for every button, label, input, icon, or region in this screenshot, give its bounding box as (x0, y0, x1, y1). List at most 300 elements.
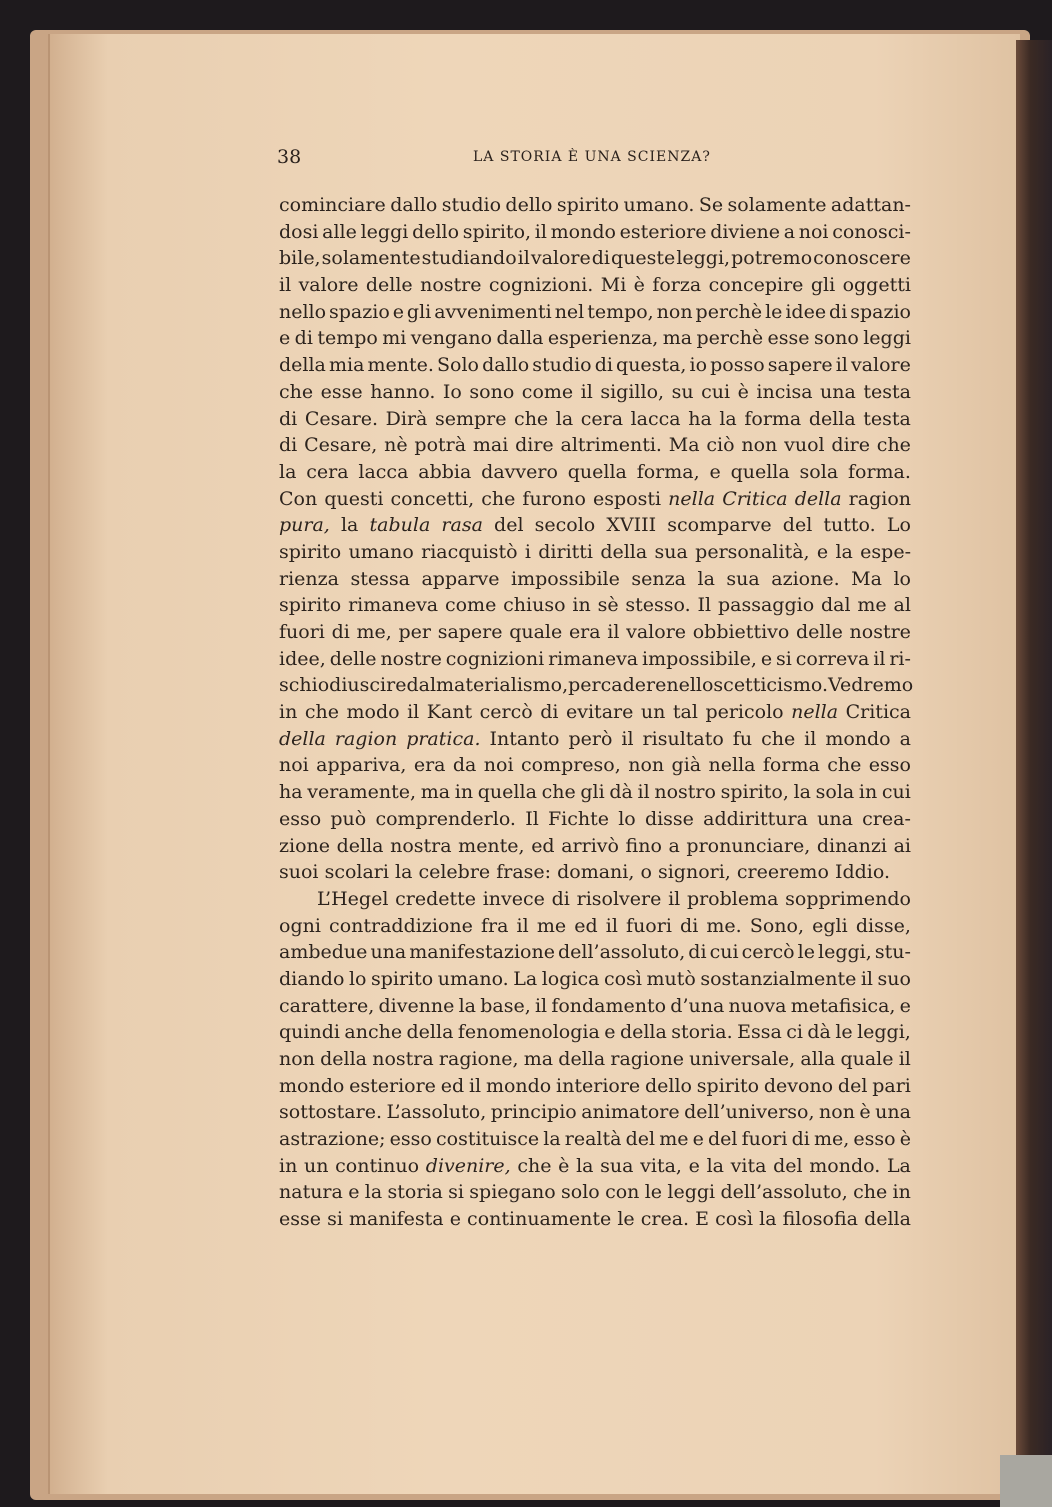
word: valore (530, 247, 591, 270)
word: nella (708, 754, 756, 777)
word: compreso, (520, 754, 621, 777)
word: della (864, 1208, 911, 1231)
word: della (406, 1021, 454, 1044)
word: principio (490, 1101, 577, 1124)
word: una (817, 807, 853, 830)
word: su (671, 380, 694, 403)
word: umano. (437, 967, 509, 990)
word: Il (525, 807, 539, 830)
word: pura, (279, 514, 330, 537)
word: di (551, 887, 570, 910)
word: in (279, 1154, 298, 1177)
word: La (886, 1154, 911, 1177)
word: la (697, 567, 715, 590)
word: esse (767, 327, 810, 350)
word: cui (881, 781, 911, 804)
word: le (835, 1021, 853, 1044)
word: riacquistò (421, 540, 518, 563)
word: studio (441, 194, 502, 216)
word: suoi (279, 861, 319, 884)
word: il (534, 220, 547, 243)
word: quale (509, 621, 563, 643)
word: Critica (722, 487, 788, 510)
text-line (279, 939, 911, 966)
word: divenne (378, 994, 455, 1017)
word: ha (688, 407, 712, 430)
word: quella (730, 460, 790, 483)
word: passaggio (717, 594, 815, 617)
running-title: LA STORIA È UNA SCIENZA? (473, 149, 711, 165)
word: conoscere (813, 247, 911, 270)
word: nuova (728, 994, 787, 1017)
word: tempo, (587, 300, 654, 323)
word: queste (611, 247, 676, 270)
word: E (695, 1208, 710, 1231)
word: astrazione; (279, 1128, 386, 1151)
word: spirito (696, 1074, 760, 1097)
word: egli (812, 914, 848, 937)
word: ha (279, 781, 303, 804)
word: che (304, 701, 339, 724)
word: creeremo (736, 861, 829, 884)
word: il (516, 914, 529, 937)
word: pratica. (406, 727, 481, 750)
word: a (668, 834, 680, 857)
word: L’Hegel (317, 887, 389, 910)
word: modo (346, 701, 400, 724)
text-line (279, 1179, 911, 1206)
word: fino (625, 834, 662, 857)
word: già (671, 754, 702, 777)
word: il (517, 247, 530, 270)
word: per (398, 621, 431, 643)
word: non (741, 434, 778, 457)
word: questa, (616, 354, 687, 377)
word: ri- (889, 647, 911, 670)
word: mondo (825, 727, 891, 750)
word: credette (395, 887, 477, 910)
text-line (279, 779, 911, 806)
word: uscire (347, 674, 407, 697)
word: costituisce (435, 1128, 540, 1151)
word: del (782, 514, 813, 537)
word: ed (440, 1074, 465, 1097)
page-number: 38 (277, 146, 302, 168)
word: testa (863, 380, 911, 403)
word: rienza (279, 567, 339, 590)
word: testa (863, 407, 911, 430)
word: il (637, 781, 650, 804)
word: me, (813, 1128, 850, 1151)
word: spirito (556, 194, 620, 216)
word: crea- (862, 807, 911, 830)
word: azione. (771, 567, 840, 590)
word: le (797, 941, 815, 964)
word: invece (482, 887, 545, 910)
word: mondo (485, 1074, 552, 1097)
text-line (279, 299, 911, 326)
word: me (659, 1128, 689, 1151)
word: e (392, 300, 404, 323)
word: cognizioni. (488, 274, 594, 297)
word: in (572, 594, 591, 617)
text-line (279, 272, 911, 299)
word: Il (697, 594, 712, 617)
word: nel (554, 300, 585, 323)
word: idee (785, 300, 827, 323)
word: pronunciare, (686, 834, 811, 857)
word: La (513, 967, 538, 990)
word: i (524, 540, 531, 563)
word: quella (567, 460, 627, 483)
word: e (348, 1181, 360, 1204)
word: celebre (418, 861, 491, 884)
word: sapere (767, 354, 833, 377)
word: però (568, 727, 613, 750)
word: Io (442, 380, 462, 403)
word: fuori (279, 621, 325, 643)
word: per (568, 674, 601, 697)
word: risultato (642, 727, 724, 750)
word: in (454, 781, 474, 804)
word: fondamento (551, 994, 667, 1017)
word: di (331, 621, 350, 643)
word: la (364, 1181, 383, 1204)
word: base, (480, 994, 531, 1017)
word: pericolo (705, 701, 784, 724)
word: forma (744, 407, 802, 430)
word: ragion (334, 727, 398, 750)
word: carattere, (279, 994, 375, 1017)
text-line (279, 406, 911, 433)
word: domani, (557, 861, 635, 884)
word: la (340, 514, 359, 537)
word: esteriore (619, 220, 707, 243)
word: la (793, 781, 811, 804)
word: ragione (610, 1048, 684, 1070)
word: mondo (279, 1074, 345, 1097)
word: in (279, 701, 298, 724)
word: della (279, 727, 326, 750)
word: sè (597, 594, 619, 617)
word: il (668, 887, 681, 910)
page-header (277, 146, 717, 172)
text-line (279, 699, 911, 726)
text-line (279, 619, 911, 646)
word: Cesare, (304, 434, 378, 457)
word: è (558, 1154, 570, 1177)
word: vita (730, 1154, 767, 1177)
word: Essa (737, 1021, 782, 1044)
text-line (279, 539, 911, 566)
word: cominciare (279, 194, 386, 216)
word: spiegano (469, 1181, 556, 1204)
word: una (820, 380, 856, 403)
word: si (327, 1208, 343, 1231)
word: mi (382, 327, 407, 350)
word: rimaneva (348, 594, 439, 617)
word: il (804, 727, 817, 750)
word: fenomenologia (457, 1021, 600, 1044)
word: della (619, 1021, 667, 1044)
text-line (279, 726, 911, 753)
word: nostra (390, 834, 452, 857)
word: dà (609, 781, 633, 804)
word: nella (791, 701, 839, 724)
word: e (709, 460, 721, 483)
word: esso (853, 1128, 896, 1151)
word: scetticismo. (713, 674, 829, 697)
text-line (279, 672, 914, 699)
word: la (576, 1154, 594, 1177)
word: sostanzialmente (700, 967, 857, 990)
word: senza (631, 567, 686, 590)
word: ragion (848, 487, 911, 510)
word: il (534, 994, 548, 1017)
word: mai (472, 434, 509, 457)
word: sempre (434, 407, 507, 430)
word: secolo (534, 514, 596, 537)
word: XVIII (606, 514, 657, 537)
word: così (604, 967, 642, 990)
word: nostra (372, 1048, 434, 1070)
word: interiore (556, 1074, 641, 1097)
word: posso (710, 354, 765, 377)
word: di (829, 300, 848, 323)
word: manifestazione (409, 941, 555, 964)
word: come (444, 594, 497, 617)
word: me (536, 914, 567, 937)
word: metafisica, (790, 994, 896, 1017)
word: nè (384, 434, 408, 457)
word: rasa (441, 514, 483, 537)
word: si (776, 647, 792, 670)
word: del (837, 1074, 868, 1097)
word: ed (531, 834, 555, 857)
text-line (279, 1073, 911, 1100)
word: della (558, 1048, 606, 1070)
word: veramente, (307, 781, 417, 804)
word: delle (365, 274, 413, 297)
word: fu (732, 727, 753, 750)
word: di (540, 701, 559, 724)
word: io (689, 354, 708, 377)
word: me. (706, 914, 742, 937)
word: o (640, 861, 652, 884)
word: e (692, 1128, 704, 1151)
word: nella (668, 487, 716, 510)
word: lo (618, 807, 636, 830)
word: universale, (689, 1048, 796, 1070)
word: tempo (317, 327, 378, 350)
word: anche (344, 1021, 403, 1044)
word: Ma (851, 567, 882, 590)
word: il (621, 727, 634, 750)
word: sola (799, 460, 839, 483)
word: solamente (727, 194, 827, 216)
word: davvero (481, 460, 558, 483)
word: delle (796, 621, 843, 643)
word: appariva, (316, 754, 407, 777)
word: e (760, 647, 773, 670)
word: noi (279, 754, 309, 777)
word: il (607, 621, 620, 643)
word: dal (406, 674, 437, 697)
word: il (835, 354, 848, 377)
word: esso (389, 1128, 432, 1151)
text-line (279, 646, 911, 673)
word: ma (420, 781, 451, 804)
word: lo (893, 567, 911, 590)
word: idee, (279, 647, 326, 670)
word: la (759, 1208, 777, 1231)
word: nello (279, 300, 327, 323)
word: forma (762, 754, 820, 777)
text-line (279, 566, 911, 593)
word: quindi (279, 1021, 340, 1044)
word: ambedue (279, 941, 368, 964)
word: scolari (324, 861, 389, 884)
word: cera (580, 407, 624, 430)
word: solamente (321, 247, 421, 270)
word: di (594, 354, 613, 377)
word: esse (279, 1208, 321, 1231)
word: esse (320, 380, 363, 403)
word: spazio (329, 300, 390, 323)
word: Con (279, 487, 318, 510)
word: noi (798, 220, 829, 243)
word: mondo. (809, 1154, 881, 1177)
text-line (279, 512, 911, 539)
body-text (279, 192, 914, 1233)
word: diritti (538, 540, 594, 563)
word: leggi, (857, 1021, 911, 1044)
word: valore (298, 274, 359, 297)
text-line (279, 219, 911, 246)
word: fuori (626, 914, 672, 937)
text-line (279, 966, 911, 993)
word: nostre (849, 621, 911, 643)
word: della (320, 1048, 368, 1070)
word: il (860, 967, 874, 990)
word: nostro (654, 781, 716, 804)
word: impossibile, (642, 647, 757, 670)
word: che (853, 1181, 888, 1204)
word: esso (868, 754, 911, 777)
word: Lo (886, 514, 911, 537)
word: Iddio. (834, 861, 890, 884)
word: ma (523, 1048, 554, 1070)
word: dosi (279, 220, 319, 243)
word: disse (644, 807, 694, 830)
word: perchè (695, 300, 763, 323)
word: sua (654, 540, 688, 563)
word: gli (810, 274, 836, 297)
word: Cesare. (304, 407, 379, 430)
word: in (892, 1181, 911, 1204)
word: storia (387, 1181, 443, 1204)
word: ogni (279, 914, 321, 937)
word: sottostare. (279, 1101, 382, 1124)
word: mia (328, 354, 365, 377)
word: e (449, 1208, 461, 1231)
word: una (875, 1101, 911, 1124)
word: sua (600, 1154, 634, 1177)
text-line (279, 806, 911, 833)
word: cognizioni (445, 647, 545, 670)
word: questi (324, 487, 384, 510)
word: espe- (860, 540, 911, 563)
word: la (835, 540, 853, 563)
word: mondo (550, 220, 616, 243)
word: lo (348, 967, 367, 990)
word: Kant (426, 701, 473, 724)
word: tabula (369, 514, 431, 537)
word: cercò (741, 941, 795, 964)
word: una (370, 941, 407, 964)
word: evitare (566, 701, 634, 724)
word: sigillo, (600, 380, 665, 403)
word: fra (480, 914, 509, 937)
word: tal (672, 701, 698, 724)
word: ragione, (438, 1048, 519, 1070)
text-line (279, 1046, 911, 1073)
text-line (279, 1099, 911, 1126)
word: umano (348, 540, 414, 563)
word: può (330, 807, 367, 830)
word: diando (279, 967, 345, 990)
word: solo (561, 1181, 600, 1204)
word: impossibile (511, 567, 620, 590)
word: un (304, 1154, 329, 1177)
word: me (857, 594, 887, 617)
word: dell’universo, (684, 1101, 815, 1124)
word: alle (322, 220, 357, 243)
word: cui (701, 380, 731, 403)
word: il (605, 914, 618, 937)
word: di (791, 1128, 810, 1151)
word: stesso. (625, 594, 691, 617)
word: che (517, 1154, 552, 1177)
word: del (494, 514, 524, 537)
word: il (873, 647, 886, 670)
word: ma (662, 327, 693, 350)
word: me, (356, 621, 392, 643)
text-line (279, 325, 911, 352)
word: la (543, 1128, 561, 1151)
text-line (279, 752, 911, 779)
word: esso (279, 807, 322, 830)
word: le (617, 1208, 635, 1231)
word: problema (686, 887, 779, 910)
word: e (604, 1021, 616, 1044)
word: conosci- (832, 220, 911, 243)
word: noi (483, 754, 514, 777)
word: e (899, 994, 911, 1017)
word: Sono, (749, 914, 805, 937)
word: valore (626, 621, 687, 643)
word: diviene (710, 220, 780, 243)
text-line (279, 886, 911, 913)
word: ed (574, 914, 598, 937)
word: la (395, 861, 413, 884)
word: il (279, 274, 292, 297)
word: studio (532, 354, 592, 377)
word: disse, (855, 914, 911, 937)
word: esposti (592, 487, 662, 510)
word: con (605, 1181, 640, 1204)
word: dello (412, 220, 460, 243)
